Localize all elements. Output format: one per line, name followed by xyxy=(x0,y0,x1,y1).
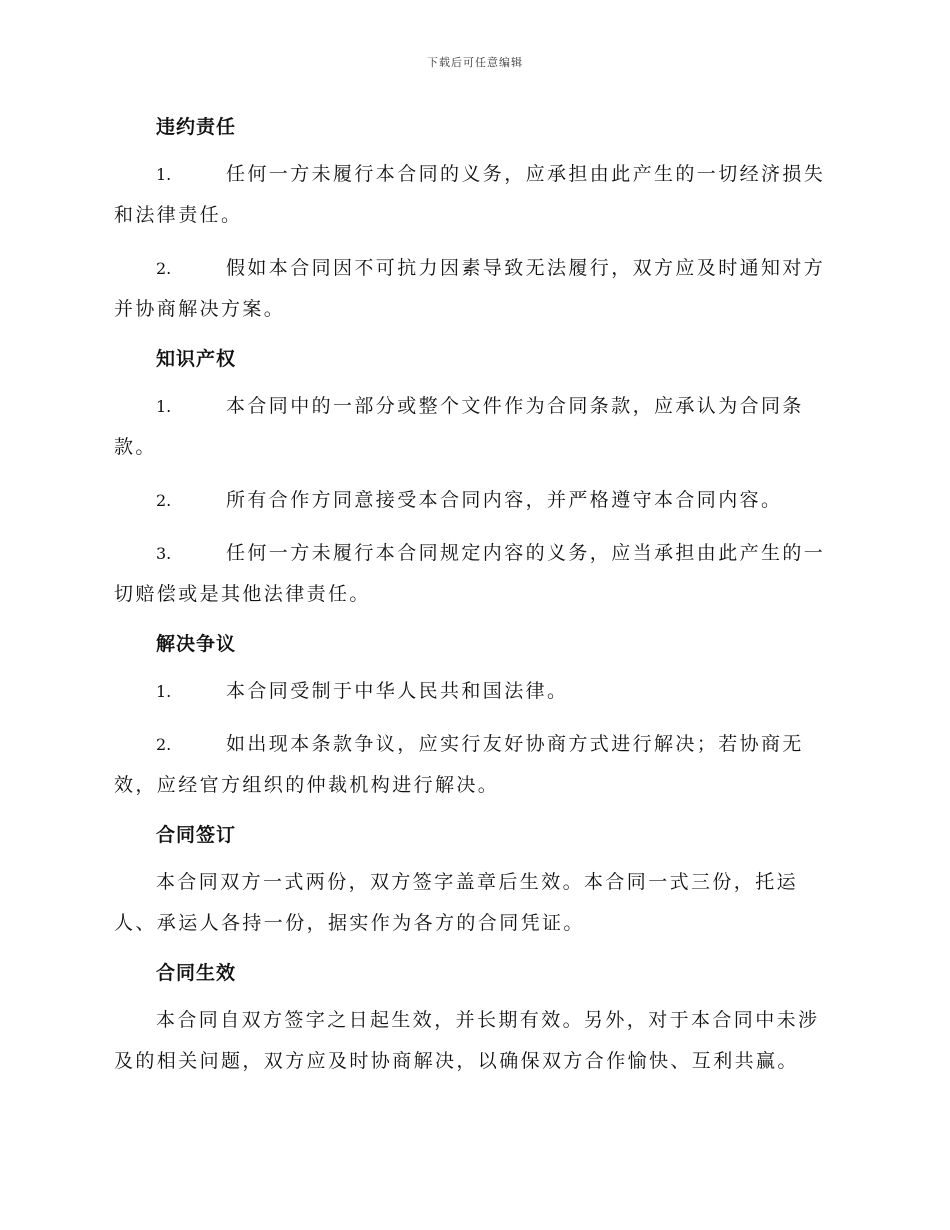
clause-text: 任何一方未履行本合同规定内容的义务，应当承担由此产生的一切赔偿或是其他法律责任。 xyxy=(114,542,826,605)
section-heading-ip: 知识产权 xyxy=(156,348,237,370)
clause-number: 1. xyxy=(156,397,172,416)
clause-number: 3. xyxy=(156,544,172,563)
section-heading-breach: 违约责任 xyxy=(156,116,237,138)
clause-item xyxy=(114,533,834,615)
clause-item xyxy=(114,154,834,236)
clause-number: 1. xyxy=(156,682,172,701)
clause-number: 2. xyxy=(156,735,172,754)
section-heading-effect: 合同生效 xyxy=(156,962,237,984)
clause-number: 2. xyxy=(156,259,172,278)
clause-number: 2. xyxy=(156,491,172,510)
effect-paragraph: 本合同自双方签字之日起生效，并长期有效。另外，对于本合同中未涉及的相关问题，双方应及时协商解决，以确保双方合作愉快、互利共赢。 xyxy=(114,1009,820,1072)
signing-paragraph: 本合同双方一式两份，双方签字盖章后生效。本合同一式三份，托运人、承运人各持一份，据实作为各方的合同凭证。 xyxy=(114,871,799,934)
clause-item xyxy=(114,724,834,806)
clause-text: 本合同受制于中华人民共和国法律。 xyxy=(226,680,569,702)
clause-text: 任何一方未履行本合同的义务，应承担由此产生的一切经济损失和法律责任。 xyxy=(114,163,826,226)
clause-text: 假如本合同因不可抗力因素导致无法履行，双方应及时通知对方并协商解决方案。 xyxy=(114,257,826,320)
section-heading-dispute: 解决争议 xyxy=(156,633,237,655)
document-body xyxy=(114,110,834,1094)
clause-item xyxy=(114,248,834,330)
clause-text: 所有合作方同意接受本合同内容，并严格遵守本合同内容。 xyxy=(226,489,783,511)
clause-item xyxy=(114,386,834,468)
clause-item xyxy=(114,671,834,712)
clause-item xyxy=(114,480,834,521)
section-heading-signing: 合同签订 xyxy=(156,824,237,846)
clause-number: 1. xyxy=(156,165,172,184)
clause-text: 本合同中的一部分或整个文件作为合同条款，应承认为合同条款。 xyxy=(114,395,804,458)
clause-text: 如出现本条款争议，应实行友好协商方式进行解决；若协商无效，应经官方组织的仲裁机构进行解决。 xyxy=(114,733,804,796)
header-note: 下载后可任意编辑 xyxy=(427,56,523,69)
